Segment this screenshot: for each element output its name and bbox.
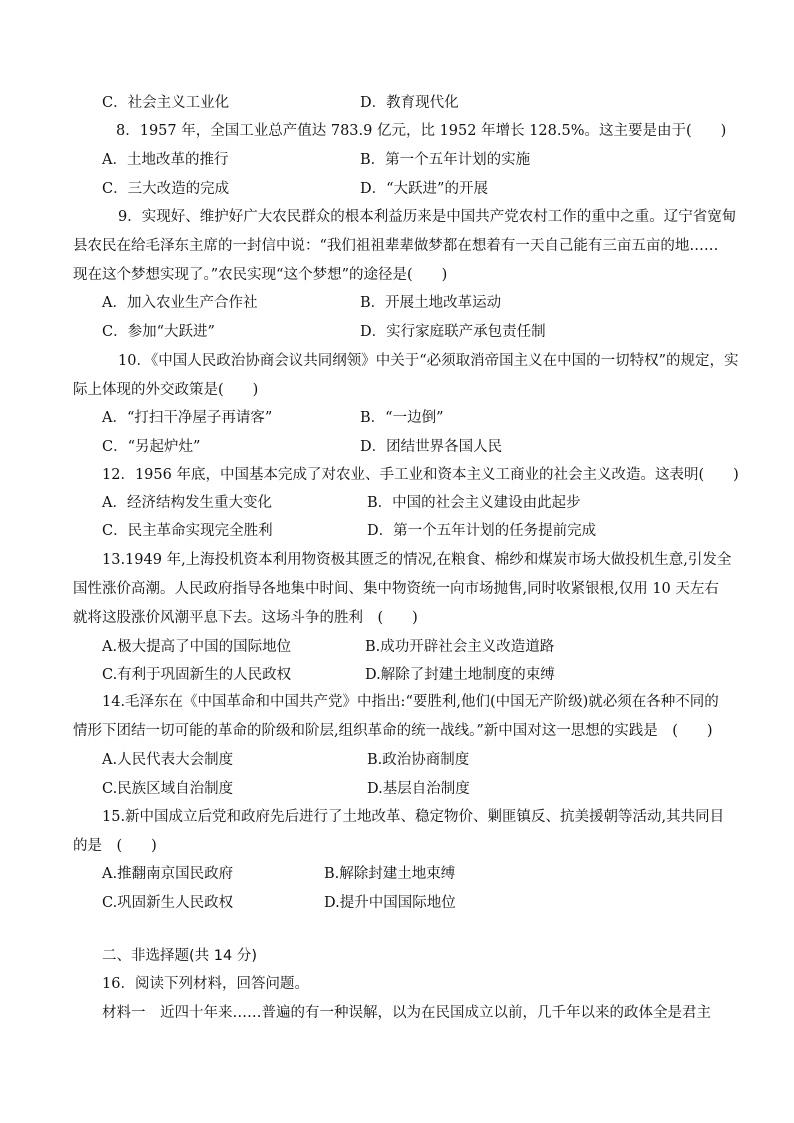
q14-option-a: A.人民代表大会制度 bbox=[102, 752, 234, 768]
q9-option-c: C．参加“大跃进” bbox=[102, 324, 215, 340]
section-two-title: 二、非选择题(共 14 分) bbox=[102, 948, 257, 964]
q12-option-a: A．经济结构发生重大变化 bbox=[102, 495, 272, 511]
q13-stem-line3: 就将这股涨价风潮平息下去。这场斗争的胜利 ( ) bbox=[73, 610, 418, 626]
q13-option-c: C.有利于巩固新生的人民政权 bbox=[102, 667, 292, 683]
q12-option-c: C．民主革命实现完全胜利 bbox=[102, 523, 273, 539]
q14-option-c: C.民族区域自治制度 bbox=[102, 781, 234, 797]
q9-stem-line3: 现在这个梦想实现了。”农民实现“这个梦想”的途径是( ) bbox=[73, 267, 448, 283]
q14-stem-line2: 情形下团结一切可能的革命的阶级和阶层,组织革命的统一战线。”新中国对这一思想的实践是 ( ) bbox=[73, 723, 713, 739]
q16-material-1: 材料一 近四十年来……普遍的有一种误解，以为在民国成立以前，几千年以来的政体全是君主 bbox=[102, 1005, 711, 1021]
q7-option-d: D．教育现代化 bbox=[360, 95, 459, 111]
q13-stem-line1: 13.1949 年,上海投机资本利用物资极其匮乏的情况,在粮食、棉纱和煤炭市场大做投机生意,引发全 bbox=[102, 552, 732, 568]
q13-option-a: A.极大提高了中国的国际地位 bbox=[102, 639, 292, 655]
q15-stem-line2: 的是 ( ) bbox=[73, 838, 157, 854]
q12-stem: 12．1956 年底，中国基本完成了对农业、手工业和资本主义工商业的社会主义改造。这表明( ) bbox=[102, 467, 739, 483]
q10-option-d: D．团结世界各国人民 bbox=[360, 439, 503, 455]
q9-option-a: A．加入农业生产合作社 bbox=[102, 295, 258, 311]
q12-option-b: B．中国的社会主义建设由此起步 bbox=[367, 495, 581, 511]
q10-option-b: B．“一边倒” bbox=[360, 410, 444, 426]
q9-option-d: D．实行家庭联产承包责任制 bbox=[360, 324, 546, 340]
q15-option-c: C.巩固新生人民政权 bbox=[102, 895, 234, 911]
q10-option-a: A．“打扫干净屋子再请客” bbox=[102, 410, 273, 426]
q15-option-a: A.推翻南京国民政府 bbox=[102, 866, 234, 882]
q14-option-b: B.政治协商制度 bbox=[367, 752, 470, 768]
q9-stem-line1: 9．实现好、维护好广大农民群众的根本利益历来是中国共产党农村工作的重中之重。辽宁省宽甸 bbox=[118, 209, 737, 225]
q8-option-d: D．“大跃进”的开展 bbox=[360, 181, 488, 197]
q15-option-d: D.提升中国国际地位 bbox=[324, 895, 456, 911]
q10-option-c: C．“另起炉灶” bbox=[102, 439, 201, 455]
q15-option-b: B.解除封建土地束缚 bbox=[324, 866, 456, 882]
q9-stem-line2: 县农民在给毛泽东主席的一封信中说：“我们祖祖辈辈做梦都在想着有一天自己能有三亩五亩的地…… bbox=[73, 238, 719, 254]
q10-stem-line1: 10．《中国人民政治协商会议共同纲领》中关于“必须取消帝国主义在中国的一切特权”的规定，实 bbox=[118, 353, 739, 369]
q8-stem: 8．1957 年，全国工业总产值达 783.9 亿元，比 1952 年增长 128.5%。这主要是由于( ) bbox=[116, 123, 727, 139]
q8-option-b: B．第一个五年计划的实施 bbox=[360, 152, 531, 168]
q16-stem: 16．阅读下列材料，回答问题。 bbox=[102, 976, 309, 992]
q8-option-c: C．三大改造的完成 bbox=[102, 181, 230, 197]
q13-stem-line2: 国性涨价高潮。人民政府指导各地集中时间、集中物资统一向市场抛售,同时收紧银根,仅用 10 天左右 bbox=[73, 581, 719, 597]
q7-option-c: C．社会主义工业化 bbox=[102, 95, 230, 111]
q14-option-d: D.基层自治制度 bbox=[367, 781, 470, 797]
q14-stem-line1: 14.毛泽东在《中国革命和中国共产党》中指出:“要胜利,他们(中国无产阶级)就必须在各种不同的 bbox=[102, 694, 719, 710]
q9-option-b: B．开展土地改革运动 bbox=[360, 295, 502, 311]
q15-stem-line1: 15.新中国成立后党和政府先后进行了土地改革、稳定物价、剿匪镇反、抗美援朝等活动,其共同目 bbox=[102, 809, 725, 825]
q13-option-d: D.解除了封建土地制度的束缚 bbox=[365, 667, 555, 683]
q13-option-b: B.成功开辟社会主义改造道路 bbox=[365, 639, 555, 655]
q8-option-a: A．土地改革的推行 bbox=[102, 152, 229, 168]
q10-stem-line2: 际上体现的外交政策是( ) bbox=[73, 382, 259, 398]
q12-option-d: D．第一个五年计划的任务提前完成 bbox=[367, 523, 597, 539]
